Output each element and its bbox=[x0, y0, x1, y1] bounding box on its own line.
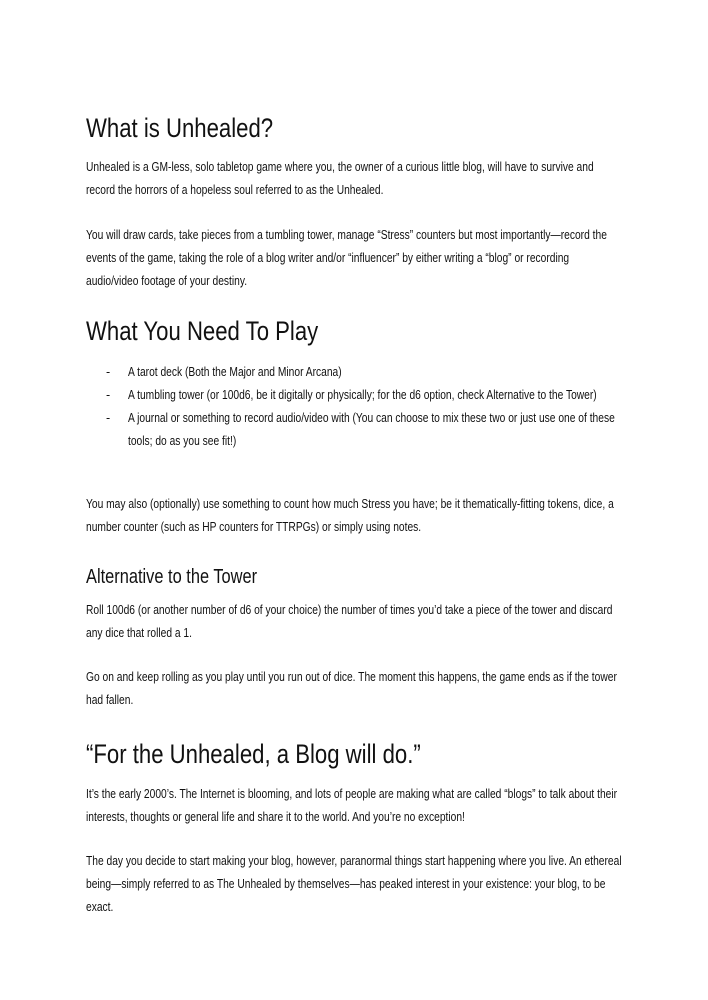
heading-blog: “For the Unhealed, a Blog will do.” bbox=[86, 739, 421, 769]
list-item: - A tumbling tower (or 100d6, be it digitally or physically; for the d6 option, check Alternative to the Tower) bbox=[86, 384, 622, 407]
paragraph-roll-dice: Roll 100d6 (or another number of d6 of your choice) the number of times you’d take a piece of the tower and discard any dice that rolled a 1. bbox=[86, 603, 613, 640]
paragraph-keep-rolling: Go on and keep rolling as you play until you run out of dice. The moment this happens, the game ends as if the tower had fallen. bbox=[86, 670, 617, 707]
requirements-list bbox=[86, 361, 622, 453]
paragraph-early-2000s: It’s the early 2000’s. The Internet is blooming, and lots of people are making what are called “blogs” to talk about their interests, thoughts or general life and share it to the world. And you’re no exception! bbox=[86, 787, 618, 824]
bullet-dash: - bbox=[106, 365, 111, 379]
paragraph-intro: Unhealed is a GM-less, solo tabletop game where you, the owner of a curious little blog, will have to survive and record the horrors of a hopeless soul referred to as the Unhealed. bbox=[86, 160, 594, 197]
paragraph-stress-counter: You may also (optionally) use something to count how much Stress you have; be it thematically-fitting tokens, dice, a number counter (such as HP counters for TTRPGs) or simply using notes. bbox=[86, 497, 614, 534]
paragraph-paranormal: The day you decide to start making your blog, however, paranormal things start happening where you live. An ethereal being—simply referred to as The Unhealed by themselves—has peaked interest in your existence: your blog, to be exact. bbox=[86, 854, 622, 914]
heading-what-you-need: What You Need To Play bbox=[86, 316, 319, 346]
heading-alternative-tower: Alternative to the Tower bbox=[86, 566, 258, 588]
bullet-dash: - bbox=[106, 411, 111, 425]
paragraph-gameplay: You will draw cards, take pieces from a tumbling tower, manage “Stress” counters but most importantly—record the events of the game, taking the role of a blog writer and/or “influencer” by either writing a “blog” or recording audio/video footage of your destiny. bbox=[86, 228, 607, 288]
list-item: - A tarot deck (Both the Major and Minor Arcana) bbox=[86, 361, 622, 384]
list-item: - A journal or something to record audio/video with (You can choose to mix these two or just use one of these tools; do as you see fit!) bbox=[86, 407, 622, 453]
heading-what-is-unhealed: What is Unhealed? bbox=[86, 113, 274, 143]
bullet-dash: - bbox=[106, 388, 111, 402]
